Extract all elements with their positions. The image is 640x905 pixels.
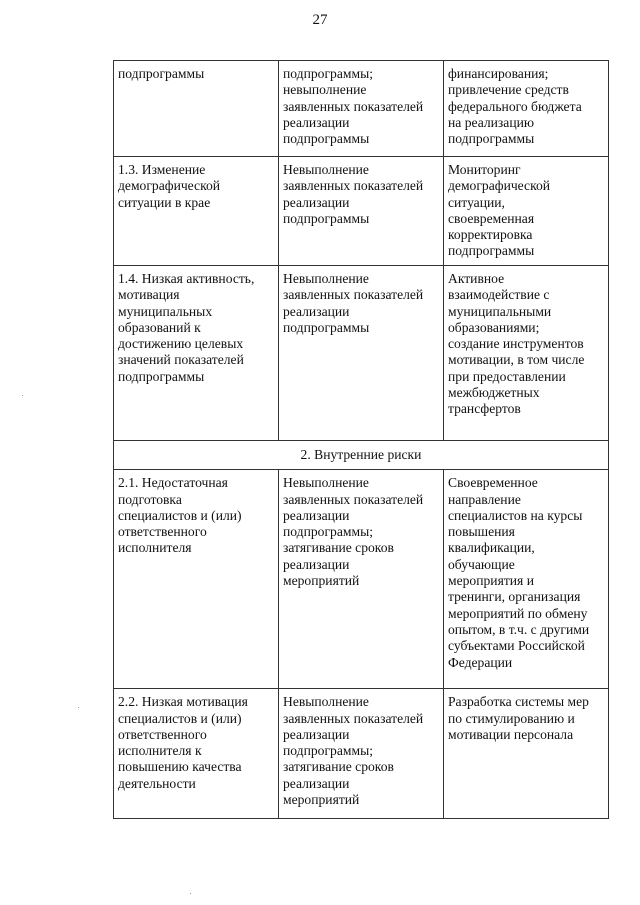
consequence-text: Невыполнение заявленных показателей реализации подпрограммы; затягивание сроков реализации мероприятий <box>283 475 424 589</box>
scan-speck <box>78 707 79 708</box>
scan-speck <box>22 395 23 396</box>
consequence-cell <box>279 266 444 441</box>
risk-cell <box>114 470 279 689</box>
table-row <box>114 157 609 266</box>
measure-text: финансирования; привлечение средств федерального бюджета на реализацию подпрограммы <box>448 66 582 147</box>
measure-cell <box>444 157 609 266</box>
consequence-text: Невыполнение заявленных показателей реализации подпрограммы <box>283 271 424 335</box>
risk-text: 1.4. Низкая активность, мотивация муниципальных образований к достижению целевых значений показателей подпрограммы <box>118 271 255 384</box>
consequence-cell <box>279 470 444 689</box>
measure-text: Мониторинг демографической ситуации, своевременная корректировка подпрограммы <box>448 162 551 259</box>
risk-table <box>113 60 609 819</box>
scan-speck <box>190 893 191 894</box>
risk-text: 2.2. Низкая мотивация специалистов и (или) ответственного исполнителя к повышению качества деятельности <box>118 694 248 791</box>
risk-text: подпрограммы <box>118 66 205 81</box>
risk-cell <box>114 157 279 266</box>
consequence-cell <box>279 61 444 157</box>
risk-text: 1.3. Изменение демографической ситуации в крае <box>118 162 221 210</box>
table-row <box>114 266 609 441</box>
consequence-text: подпрограммы; невыполнение заявленных показателей реализации подпрограммы <box>283 66 424 147</box>
measure-cell <box>444 689 609 819</box>
consequence-cell <box>279 157 444 266</box>
consequence-text: Невыполнение заявленных показателей реализации подпрограммы <box>283 162 424 226</box>
table-row <box>114 689 609 819</box>
measure-cell <box>444 266 609 441</box>
measure-cell <box>444 470 609 689</box>
measure-cell <box>444 61 609 157</box>
risk-cell <box>114 689 279 819</box>
consequence-text: Невыполнение заявленных показателей реализации подпрограммы; затягивание сроков реализации мероприятий <box>283 694 424 808</box>
section-row <box>114 441 609 470</box>
consequence-cell <box>279 689 444 819</box>
risk-cell <box>114 61 279 157</box>
section-heading: 2. Внутренние риски <box>114 441 609 470</box>
page-number: 27 <box>312 12 328 28</box>
table-row <box>114 470 609 689</box>
risk-text: 2.1. Недостаточная подготовка специалистов и (или) ответственного исполнителя <box>118 475 242 556</box>
table-row <box>114 61 609 157</box>
risk-cell <box>114 266 279 441</box>
measure-text: Активное взаимодействие с муниципальными образованиями; создание инструментов мотивации, в том числе при предоставлении межбюджетных трансфертов <box>448 271 585 417</box>
measure-text: Разработка системы мер по стимулированию и мотивации персонала <box>448 694 589 742</box>
measure-text: Своевременное направление специалистов на курсы повышения квалификации, обучающие мероприятия и тренинги, организация мероприятий по обмену опытом, в т.ч. с другими субъектами Российской Федерации <box>448 475 590 670</box>
